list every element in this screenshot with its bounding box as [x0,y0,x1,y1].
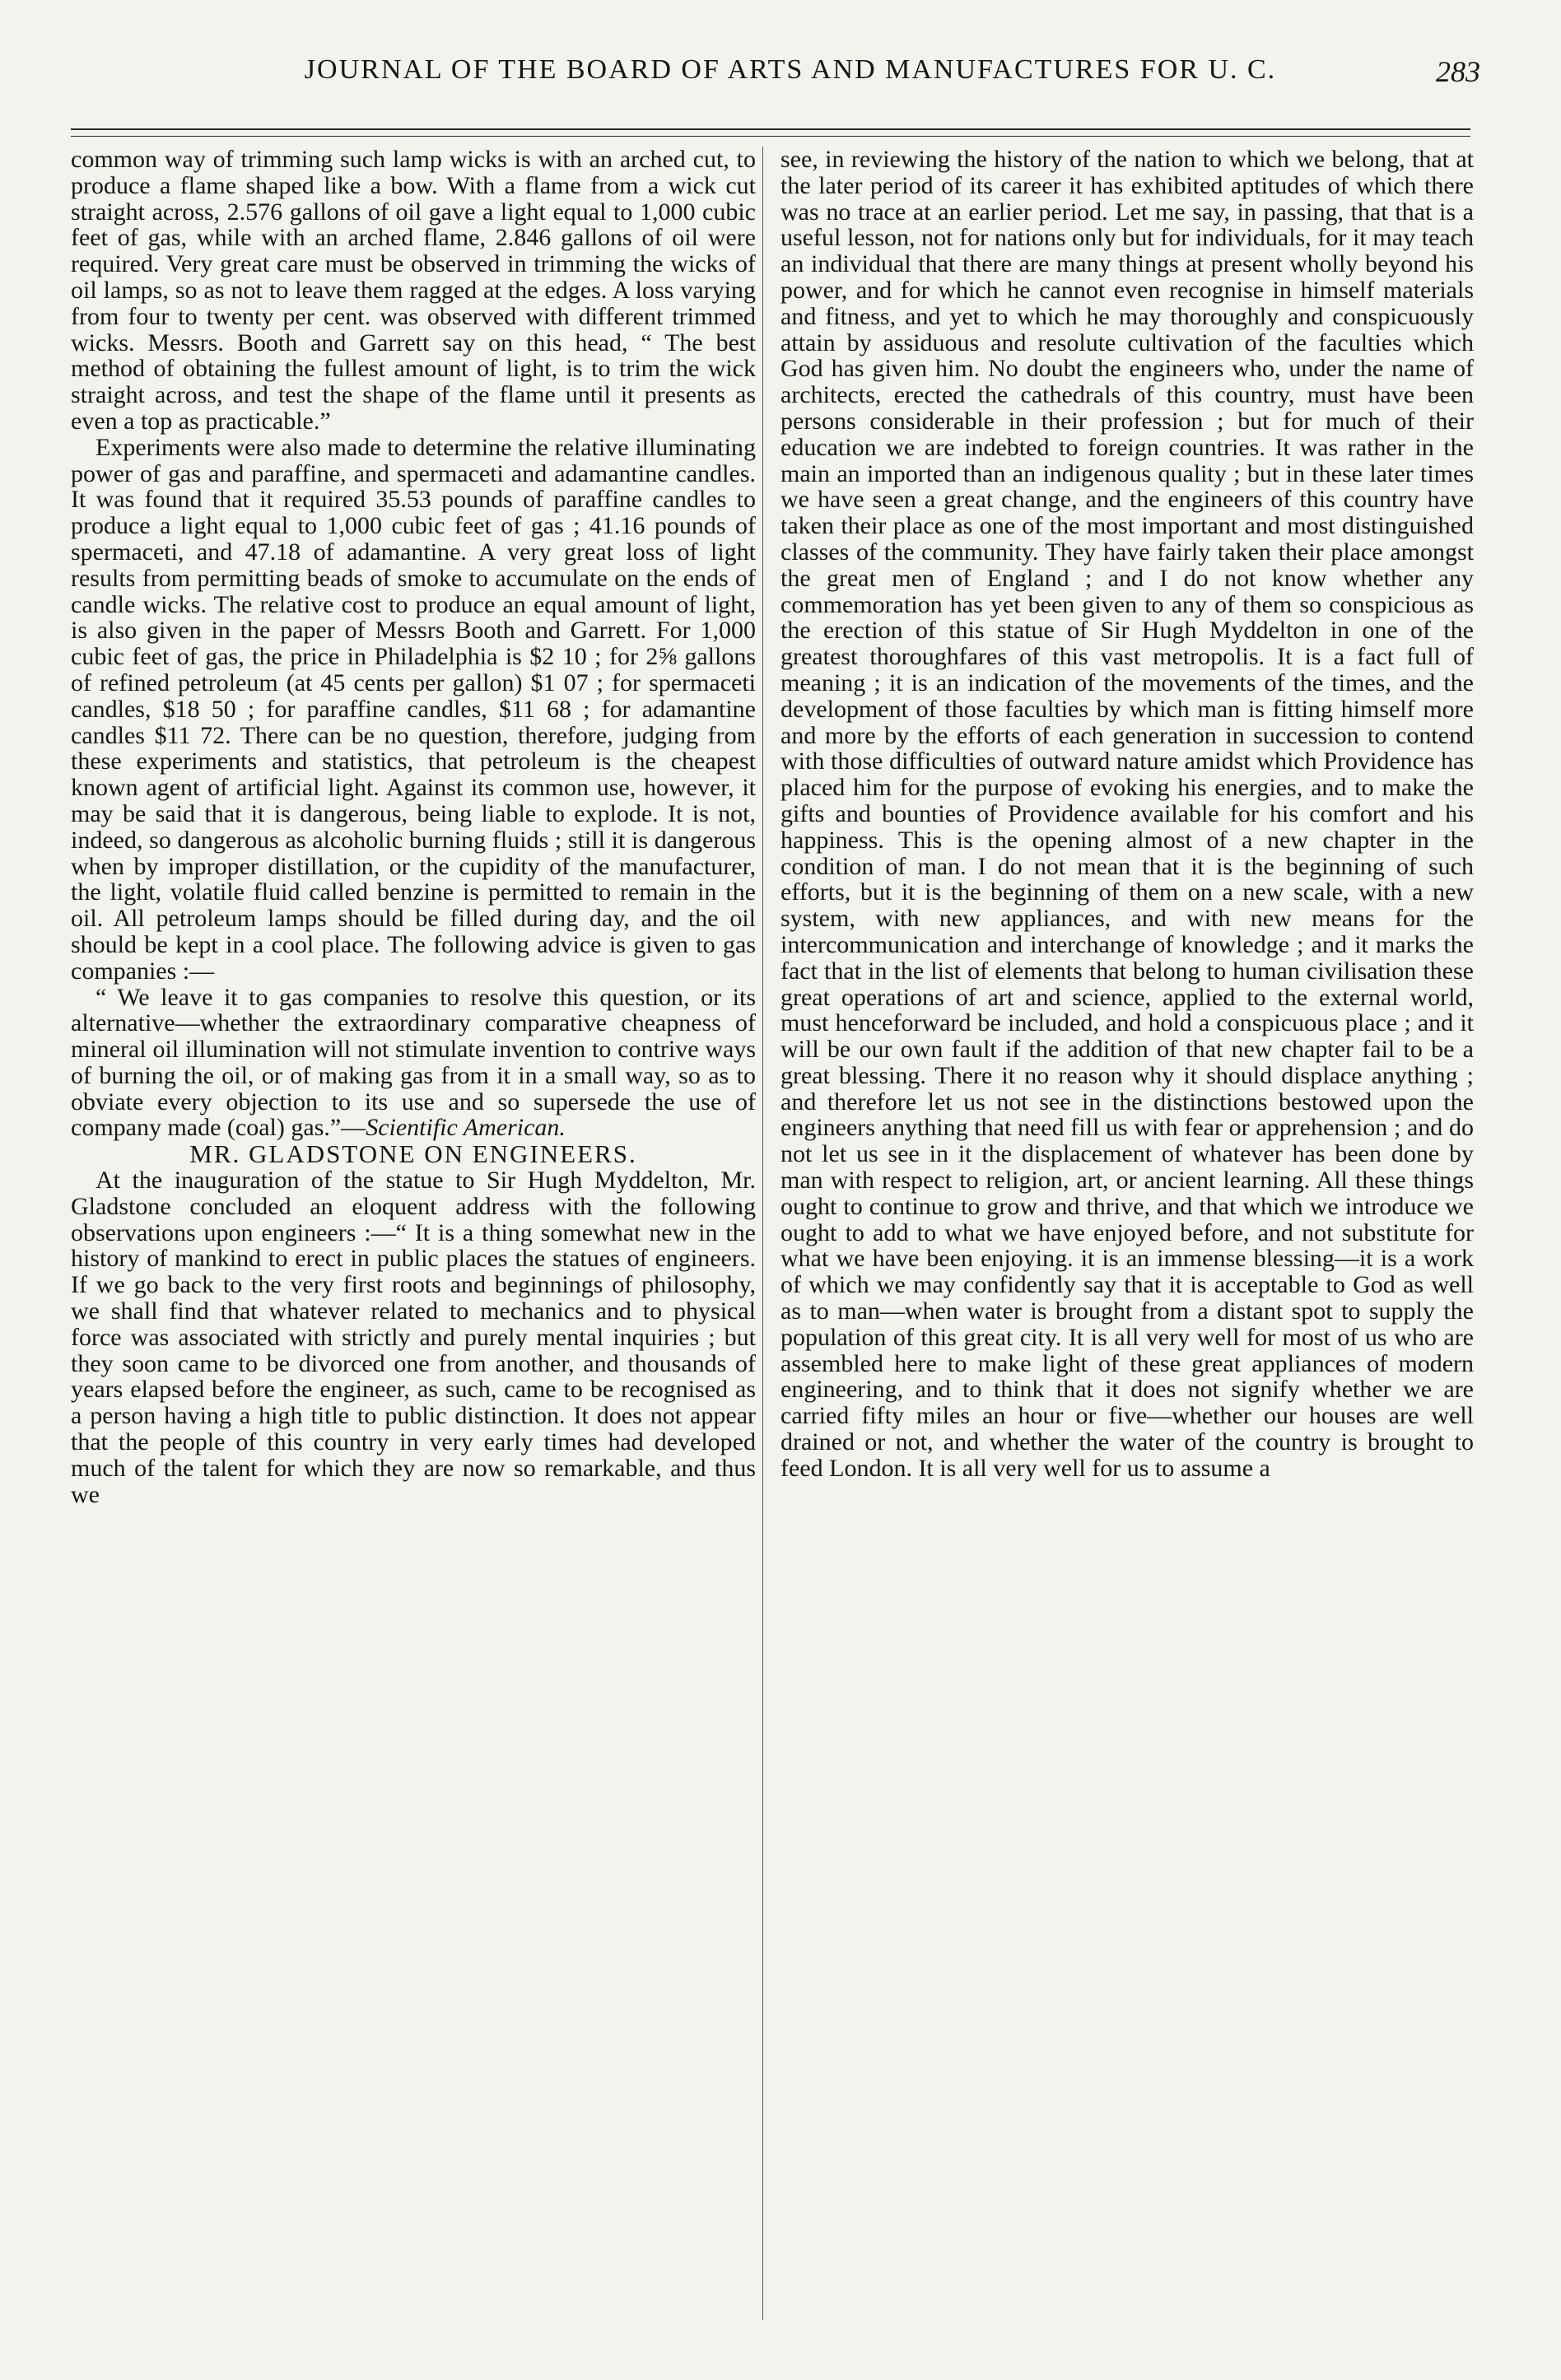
paragraph-lamp-wicks: common way of trimming such lamp wicks is with an arched cut, to produce a flame shaped like a bow. With a flame from a wick cut straight across, 2.576 gallons of oil gave a light equal to 1,000 cubic feet of gas, while with an arched flame, 2.846 gallons of oil were required. Very great care must be observed in trimming the wicks of oil lamps, so as not to leave them ragged at the edges. A loss varying from four to twenty per cent. was observed with different trimmed wicks. Messrs. Booth and Garrett say on this head, “ The best method of obtaining the fullest amount of light, is to trim the wick straight across, and test the shape of the flame until it presents as even a top as practicable.” [71,146,756,435]
page-number: 283 [1436,55,1480,88]
left-column [71,147,756,1507]
column-divider [762,147,763,2320]
running-head [91,54,1490,112]
paragraph-gladstone-continued: see, in reviewing the history of the nation to which we belong, that at the later period of its career it has exhibited aptitudes of which there was no trace at an earlier period. Let me say, in passing, that that is a useful lesson, not for nations only but for individuals, for it may teach an individual that there are many things at present wholly beyond his power, and for which he cannot even recognise in himself materials and fitness, and yet to which he may thoroughly and conspicuously attain by assiduous and resolute cultivation of the faculties which God has given him. No doubt the engineers who, under the name of architects, erected the cathedrals of this country, must have been persons considerable in their profession ; but for much of their education we are indebted to foreign countries. It was rather in the main an imported than an indigenous quality ; but in these later times we have seen a great change, and the engineers of this country have taken their place as one of the most important and most distinguished classes of the community. They have fairly taken their place amongst the great men of England ; and I do not know whether any commemoration has yet been given to any of them so conspicious as the erection of this statue of Sir Hugh Myddelton in one of the greatest thoroughfares of this vast metropolis. It is a fact full of meaning ; it is an indication of the movements of the times, and the development of those faculties by which man is fitting himself more and more by the efforts of each generation in succession to contend with those difficulties of outward nature amidst which Providence has placed him for the purpose of evoking his energies, and to make the gifts and bounties of Providence available for his comfort and his happiness. This is the opening almost of a new chapter in the condition of man. I do not mean that it is the beginning of such efforts, but it is the beginning of them on a new scale, with a new system, with new appliances, and with new means for the intercommunication and interchange of knowledge ; and it marks the fact that in the list of elements that belong to human civilisation these great operations of art and science, applied to the external world, must henceforward be included, and hold a conspicuous place ; and it will be our own fault if the addition of that new chapter fail to be a great blessing. There it no reason why it should displace anything ; and therefore let us not see in the distinctions bestowed upon the engineers anything that need fill us with fear or apprehension ; and do not let us see in it the displacement of whatever has been done by man with respect to religion, art, or ancient learning. All these things ought to continue to grow and thrive, and that which we introduce we ought to add to what we have enjoyed before, and not substitute for what we have been enjoying. it is an immense blessing—it is a work of which we may confidently say that it is acceptable to God as well as to man—when water is brought from a distant spot to supply the population of this great city. It is all very well for most of us who are assembled here to make light of these great appliances of modern engineering, and to think that it does not signify whether we are carried fifty miles an hour or five—whether our houses are well drained or not, and whether the water of the country is brought to feed London. It is all very well for us to assume a [780,146,1474,1482]
quote-source: Scientific American. [366,1114,566,1142]
quote-text: “ We leave it to gas companies to resolve this question, or its alternative—whether the extraordinary comparative cheapness of mineral oil illumination will not stimulate invention to contrive ways of burning the oil, or of making gas from it in a small way, so as to obviate every objection to its use and so supersede the use of company made (coal) gas.”— [71,983,756,1142]
paragraph-experiments: Experiments were also made to determine the relative illuminating power of gas and paraffine, and spermaceti and adamantine candles. It was found that it required 35.53 pounds of paraffine candles to produce a light equal to 1,000 cubic feet of gas ; 41.16 pounds of spermaceti, and 47.18 of adamantine. A very great loss of light results from permitting beads of smoke to accumulate on the ends of candle wicks. The relative cost to produce an equal amount of light, is also given in the paper of Messrs Booth and Garrett. For 1,000 cubic feet of gas, the price in Philadelphia is $2 10 ; for 2⅝ gallons of refined petroleum (at 45 cents per gallon) $1 07 ; for spermaceti candles, $18 50 ; for paraffine candles, $11 68 ; for adamantine candles $11 72. There can be no question, therefore, judging from these experiments and statistics, that petroleum is the cheapest known agent of artificial light. Against its common use, however, it may be said that it is dangerous, being liable to explode. It is not, indeed, so dangerous as alcoholic burning fluids ; still it is dangerous when by improper distillation, or the cupidity of the manufacturer, the light, volatile fluid called benzine is permitted to remain in the oil. All petroleum lamps should be filled during day, and the oil should be kept in a cool place. The following advice is given to gas companies :— [71,433,756,985]
header-rule-thick [71,128,1470,130]
section-heading: MR. GLADSTONE ON ENGINEERS. [189,1139,637,1169]
paragraph-gladstone-address: At the inauguration of the statue to Sir Hugh Myddelton, Mr. Gladstone concluded an eloquent address with the following observations upon engineers :—“ It is a thing somewhat new in the history of mankind to erect in public places the statues of engineers. If we go back to the very first roots and beginnings of philosophy, we shall find that whatever related to mechanics and to physical force was associated with strictly and purely mental inquiries ; but they soon came to be divorced one from another, and thousands of years elapsed before the engineer, as such, came to be recognised as a person having a high title to public distinction. It does not appear that the people of this country in very early times had developed much of the talent for which they are now so remarkable, and thus we [71,1167,756,1508]
header-rule-thin [71,136,1470,137]
right-column [780,147,1474,1482]
running-title: JOURNAL OF THE BOARD OF ARTS AND MANUFACTURES FOR U. C. [304,54,1277,85]
paragraph-gas-companies-quote [71,985,756,1142]
